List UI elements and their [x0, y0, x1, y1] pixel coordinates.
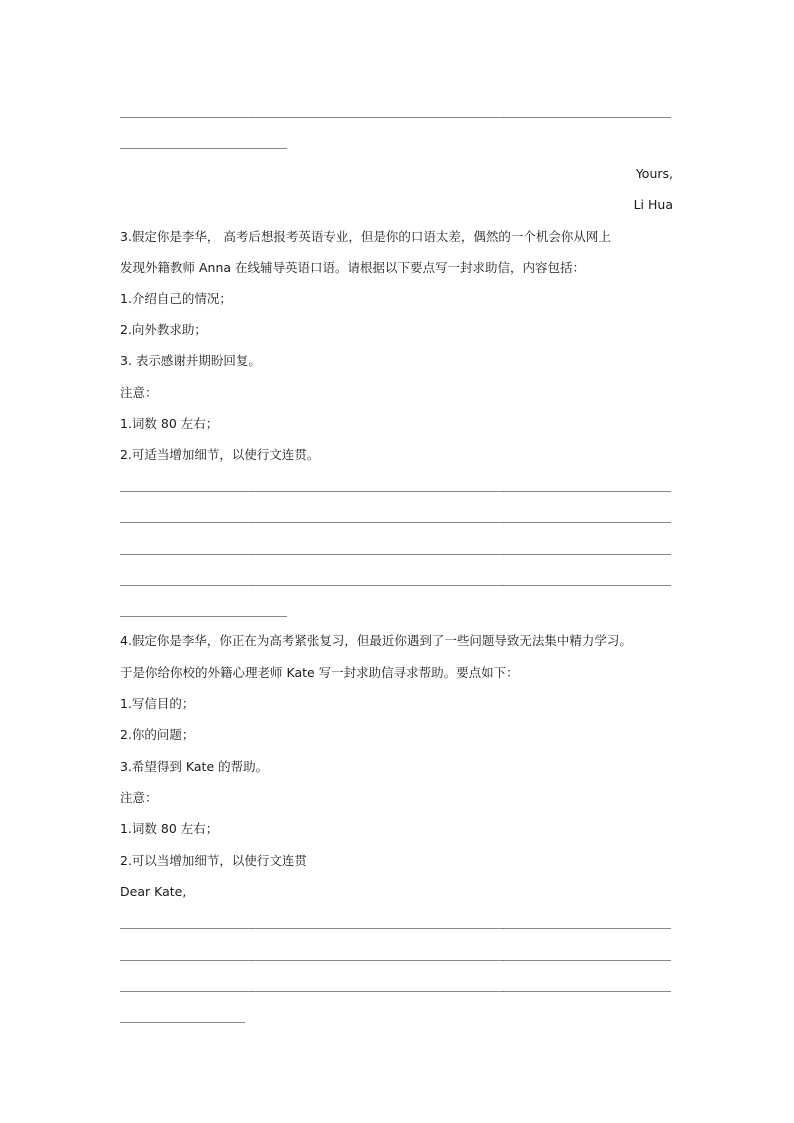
q4-note-1: 1.词数 80 左右； [120, 821, 219, 836]
answer-line [120, 928, 671, 929]
q3-note-label: 注意： [120, 385, 158, 400]
answer-line [120, 522, 671, 523]
letter-salutation: Dear Kate, [120, 884, 187, 899]
q3-point-2: 2.向外教求助； [120, 322, 207, 337]
q3-point-1: 1.介绍自己的情况； [120, 291, 232, 306]
q3-note-2: 2.可适当增加细节，以使行文连贯。 [120, 447, 320, 462]
q3-prompt-line2: 发现外籍教师 Anna 在线辅导英语口语。请根据以下要点写一封求助信，内容包括： [120, 260, 586, 275]
answer-line [120, 991, 671, 992]
q3-note-1: 1.词数 80 左右； [120, 416, 219, 431]
q4-point-1: 1.写信目的； [120, 696, 195, 711]
q4-note-label: 注意： [120, 790, 158, 805]
answer-line [120, 117, 671, 118]
q3-prompt-line1: 3.假定你是李华， 高考后想报考英语专业，但是你的口语太差，偶然的一个机会你从网上 [120, 229, 611, 244]
q3-point-3: 3. 表示感谢并期盼回复。 [120, 353, 261, 368]
answer-line-short [120, 616, 287, 617]
q4-prompt-line2: 于是你给你校的外籍心理老师 Kate 写一封求助信寻求帮助。要点如下： [120, 665, 519, 680]
q4-point-2: 2.你的问题； [120, 727, 195, 742]
q4-prompt-line1: 4.假定你是李华，你正在为高考紧张复习，但最近你遇到了一些问题导致无法集中精力学习。 [120, 633, 632, 648]
answer-line [120, 585, 671, 586]
answer-line [120, 554, 671, 555]
q4-note-2: 2.可以当增加细节，以使行文连贯 [120, 853, 307, 868]
answer-line [120, 491, 671, 492]
q4-point-3: 3.希望得到 Kate 的帮助。 [120, 759, 269, 774]
answer-line [120, 960, 671, 961]
letter-signature: Li Hua [633, 197, 673, 212]
answer-line-short [120, 148, 287, 149]
letter-closing: Yours, [635, 166, 673, 181]
answer-line-short [120, 1022, 245, 1023]
